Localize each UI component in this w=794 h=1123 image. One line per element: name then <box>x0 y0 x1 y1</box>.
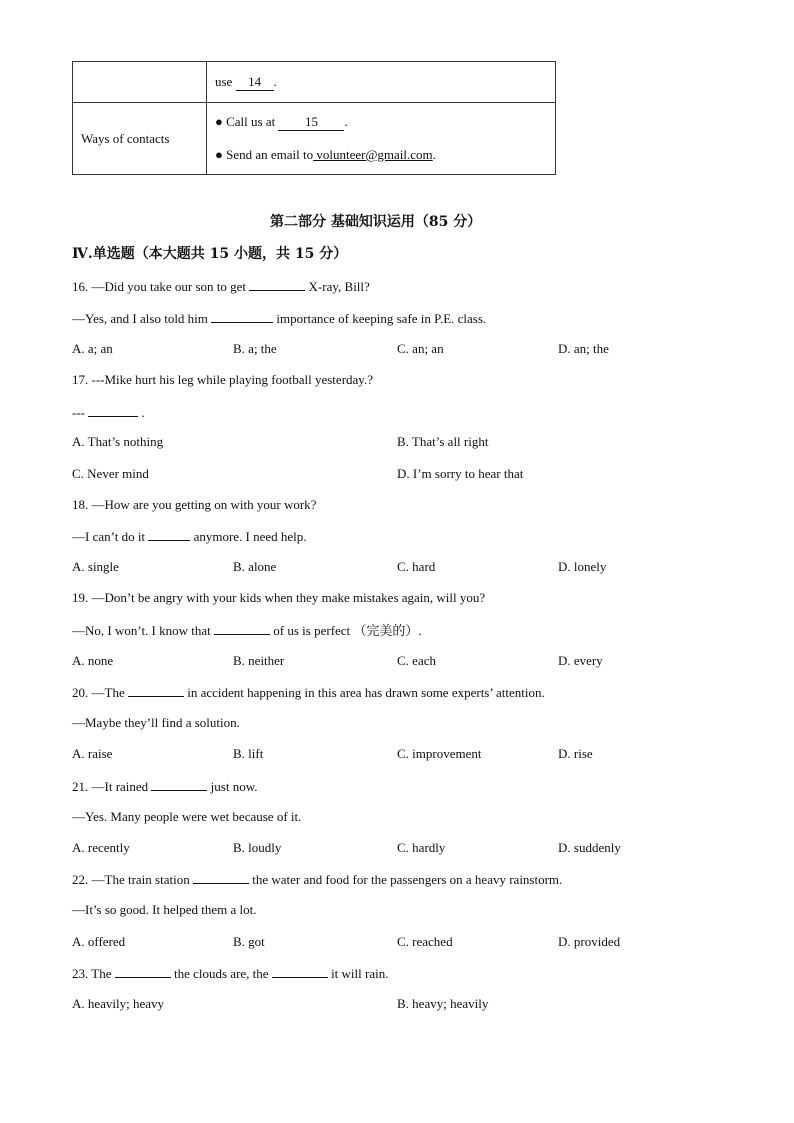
answer-blank <box>249 278 305 291</box>
answer-blank <box>115 965 171 978</box>
text: the clouds are, the <box>170 966 272 981</box>
section-heading: Ⅳ.单选题（本大题共 15 小题，共 15 分） <box>72 246 348 262</box>
cell-text: use <box>215 73 236 89</box>
answer-blank <box>193 871 249 884</box>
text: the water and food for the passengers on a heavy rainstorm. <box>248 872 563 887</box>
email-link[interactable]: volunteer@gmail.com <box>313 147 433 162</box>
question-23-line1 <box>72 965 388 982</box>
option-d[interactable]: D. I’m sorry to hear that <box>397 466 524 481</box>
option-b[interactable]: B. neither <box>233 653 285 668</box>
option-b[interactable]: B. alone <box>233 559 277 574</box>
option-a[interactable]: A. none <box>72 653 114 668</box>
text: anymore. I need help. <box>190 529 307 544</box>
table-row <box>73 62 556 103</box>
cell-text: ● Send an email to <box>215 147 314 162</box>
table-cell-label <box>73 62 207 103</box>
option-a[interactable]: A. recently <box>72 840 130 855</box>
option-c[interactable]: C. an; an <box>397 341 444 356</box>
table-row <box>73 103 556 175</box>
option-b[interactable]: B. a; the <box>233 341 277 356</box>
question-21-line1 <box>72 778 258 795</box>
answer-blank <box>128 684 184 697</box>
option-b[interactable]: B. got <box>233 934 265 949</box>
option-d[interactable]: D. lonely <box>558 559 607 574</box>
answer-blank <box>272 965 328 978</box>
answer-blank <box>88 404 138 417</box>
text: 16. —Did you take our son to get <box>72 279 250 294</box>
question-21-line2: —Yes. Many people were wet because of it. <box>72 809 302 824</box>
text: importance of keeping safe in P.E. class. <box>273 311 487 326</box>
text: just now. <box>207 779 258 794</box>
option-c[interactable]: C. reached <box>397 934 453 949</box>
option-a[interactable]: A. raise <box>72 746 113 761</box>
text: . <box>138 405 145 420</box>
option-c[interactable]: C. Never mind <box>72 466 149 481</box>
fill-blank-14: 14 <box>236 74 274 91</box>
question-19-line1: 19. —Don’t be angry with your kids when they make mistakes again, will you? <box>72 590 486 605</box>
contact-call <box>215 114 547 131</box>
text: —No, I won’t. I know that <box>72 623 215 638</box>
question-19-line2 <box>72 622 422 639</box>
contact-email <box>215 147 547 163</box>
text: 20. —The <box>72 685 128 700</box>
cell-text: ● Call us at <box>215 114 279 129</box>
table-cell-label: Ways of contacts <box>73 103 207 175</box>
option-b[interactable]: B. heavy; heavily <box>397 996 489 1011</box>
answer-blank <box>148 528 190 541</box>
text: it will rain. <box>327 966 389 981</box>
text: --- <box>72 405 89 420</box>
table-cell-value <box>207 62 556 103</box>
text: X-ray, Bill? <box>305 279 370 294</box>
cell-text: . <box>273 73 277 89</box>
answer-blank <box>214 622 270 635</box>
question-18-line2 <box>72 528 307 545</box>
option-d[interactable]: D. suddenly <box>558 840 621 855</box>
text: 23. The <box>72 966 115 981</box>
info-table <box>72 61 556 175</box>
text: —Yes, and I also told him <box>72 311 212 326</box>
answer-blank <box>211 310 273 323</box>
question-16-line2 <box>72 310 486 327</box>
option-d[interactable]: D. an; the <box>558 341 609 356</box>
question-16-line1 <box>72 278 370 295</box>
question-17-line2 <box>72 404 145 421</box>
part-title: 第二部分 基础知识运用（85 分） <box>270 214 482 230</box>
fill-blank-15: 15 <box>278 114 344 131</box>
option-a[interactable]: A. offered <box>72 934 126 949</box>
option-d[interactable]: D. provided <box>558 934 621 949</box>
question-22-line2: —It’s so good. It helped them a lot. <box>72 902 257 917</box>
question-17-line1: 17. ---Mike hurt his leg while playing football yesterday.? <box>72 372 373 387</box>
option-a[interactable]: A. a; an <box>72 341 113 356</box>
option-b[interactable]: B. That’s all right <box>397 434 489 449</box>
option-c[interactable]: C. hard <box>397 559 436 574</box>
option-a[interactable]: A. single <box>72 559 119 574</box>
option-d[interactable]: D. rise <box>558 746 593 761</box>
option-d[interactable]: D. every <box>558 653 603 668</box>
cell-text: . <box>344 114 348 129</box>
option-a[interactable]: A. heavily; heavy <box>72 996 165 1011</box>
option-a[interactable]: A. That’s nothing <box>72 434 164 449</box>
text: of us is perfect （完美的）. <box>270 623 422 638</box>
option-c[interactable]: C. improvement <box>397 746 482 761</box>
option-b[interactable]: B. lift <box>233 746 264 761</box>
question-22-line1 <box>72 871 562 888</box>
option-c[interactable]: C. hardly <box>397 840 446 855</box>
question-20-line2: —Maybe they’ll find a solution. <box>72 715 240 730</box>
answer-blank <box>151 778 207 791</box>
text: in accident happening in this area has drawn some experts’ attention. <box>183 685 545 700</box>
option-b[interactable]: B. loudly <box>233 840 282 855</box>
question-20-line1 <box>72 684 545 701</box>
option-c[interactable]: C. each <box>397 653 436 668</box>
text: 21. —It rained <box>72 779 152 794</box>
text: 22. —The train station <box>72 872 193 887</box>
text: —I can’t do it <box>72 529 149 544</box>
question-18-line1: 18. —How are you getting on with your work? <box>72 497 317 512</box>
cell-text: . <box>432 147 436 162</box>
table-cell-value <box>207 103 556 175</box>
